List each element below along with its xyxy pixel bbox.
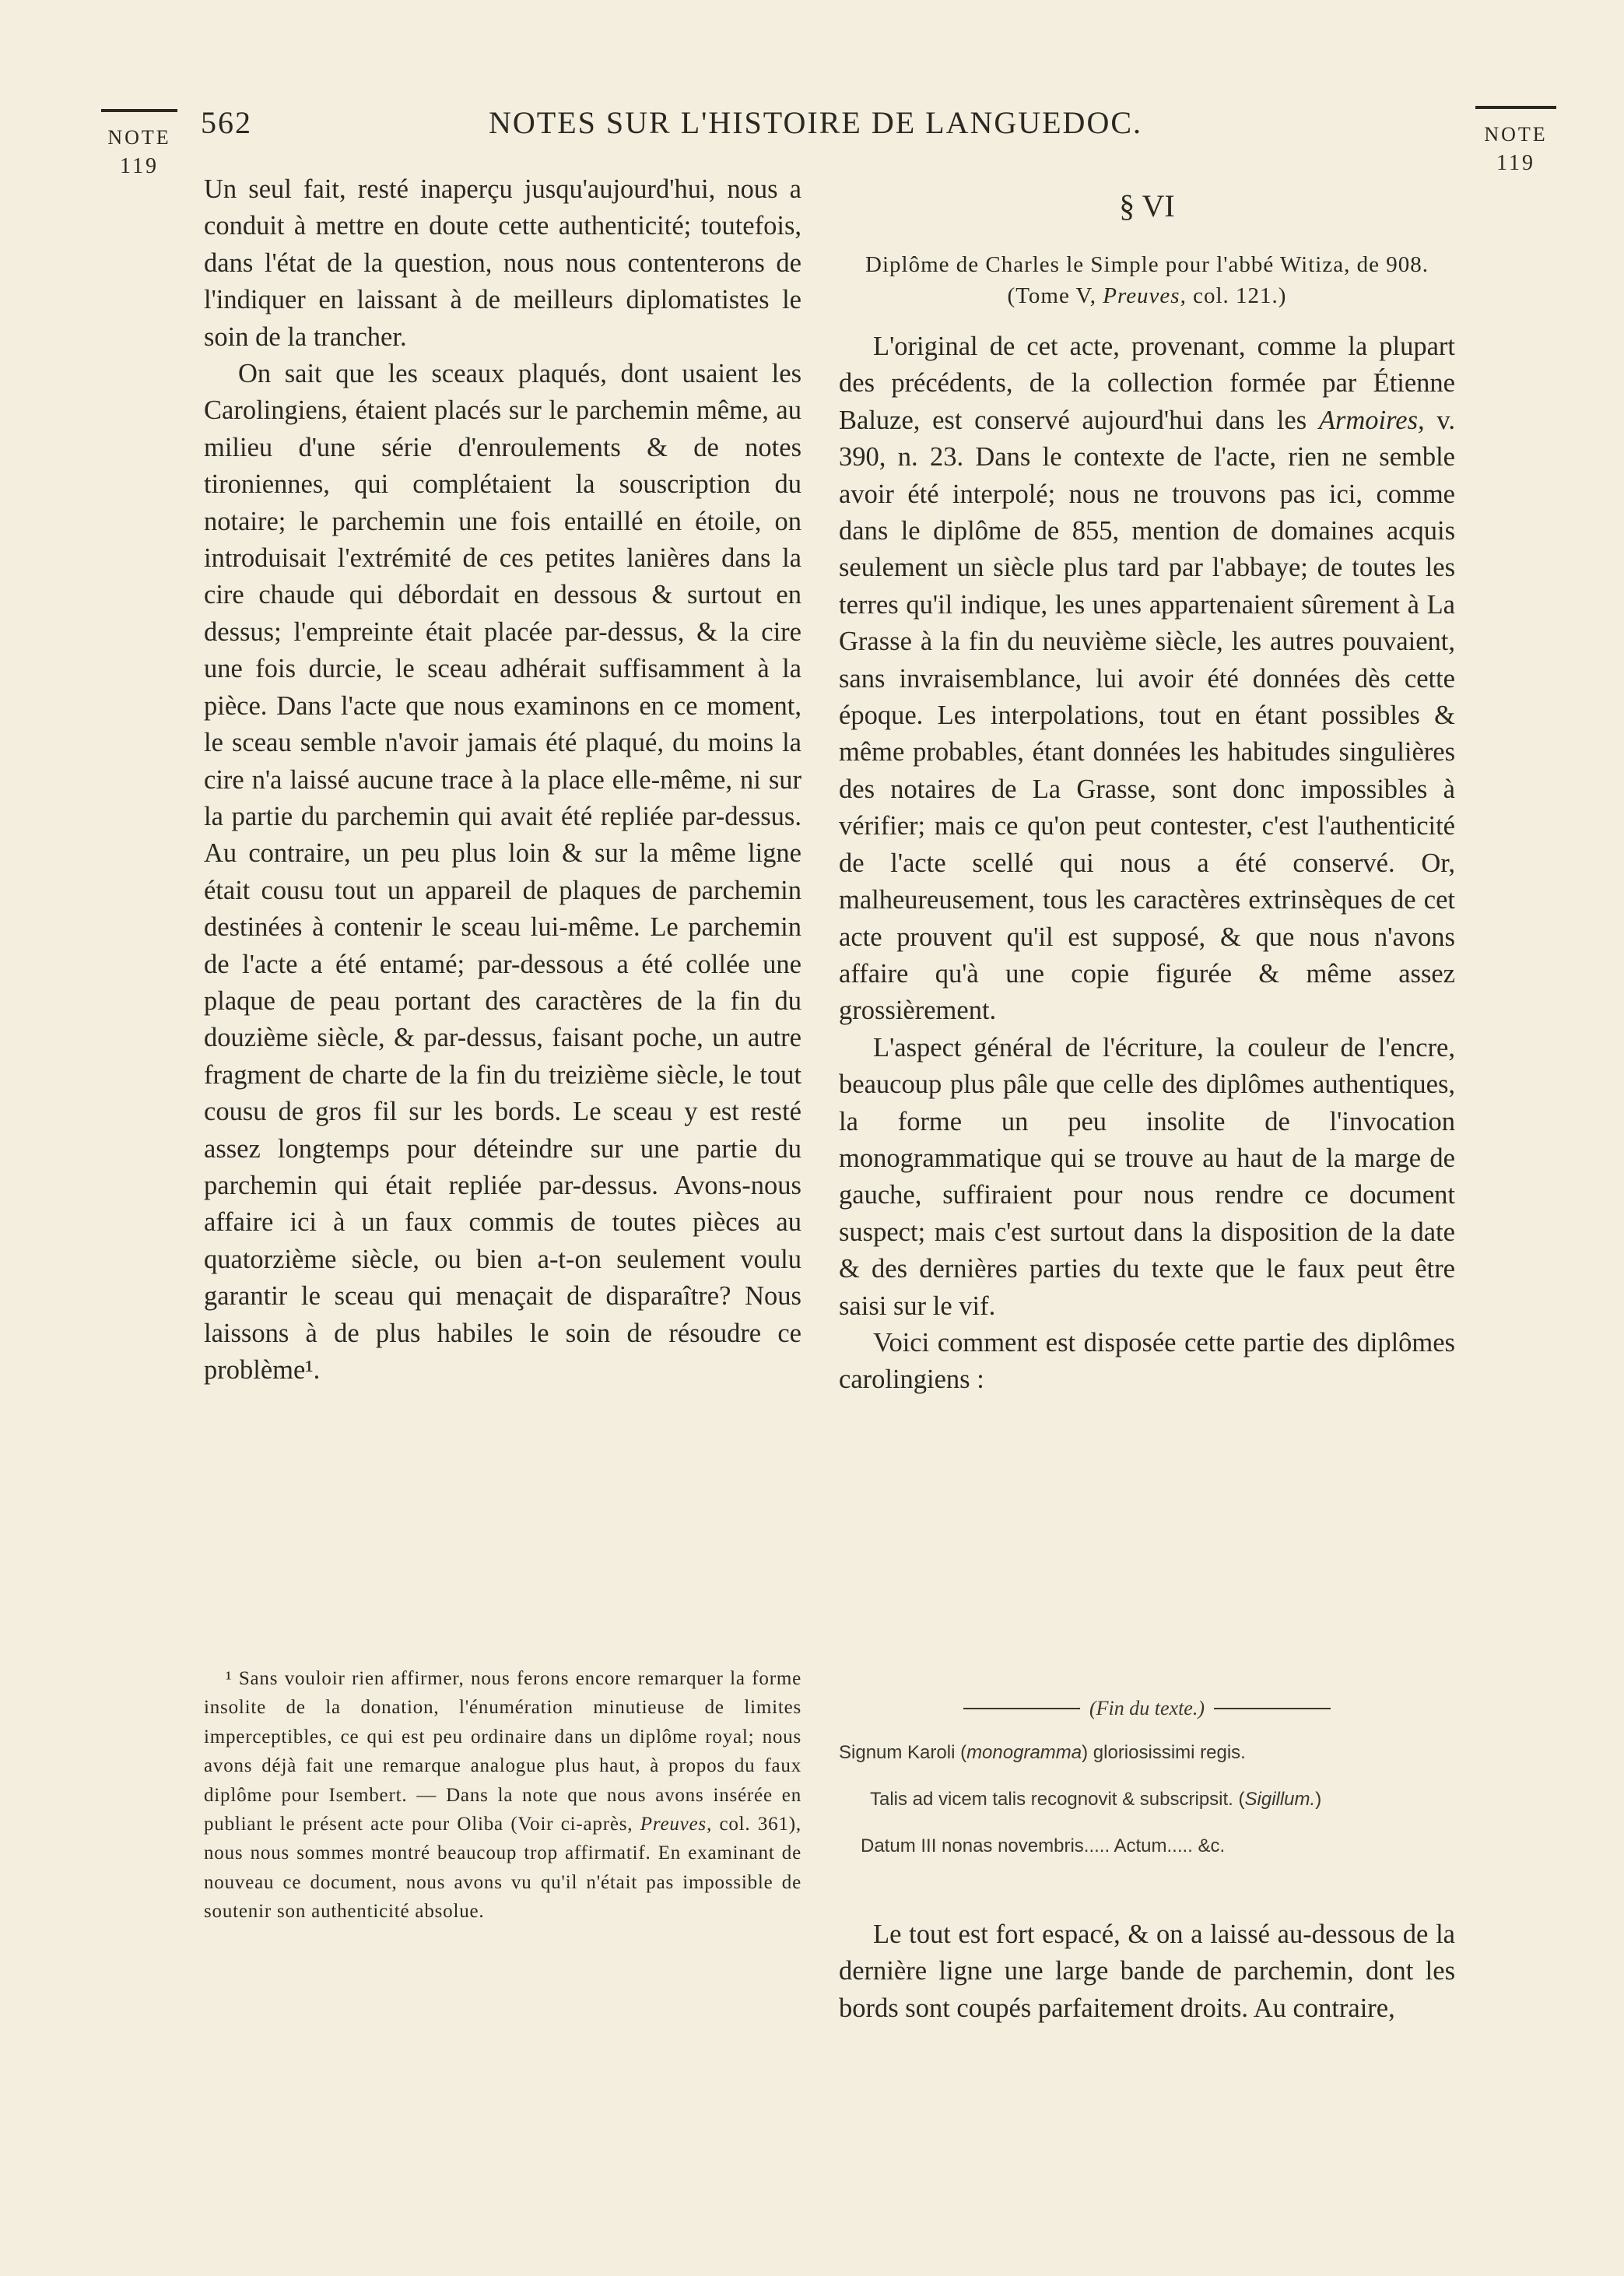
right-column-continuation	[839, 1916, 1455, 2027]
margin-note-label: NOTE	[1484, 123, 1548, 146]
margin-rule	[101, 109, 177, 112]
paragraph: L'original de cet acte, provenant, comme la plupart des précédents, de la collection formée par Étienne Baluze, est conservé aujourd'hui dans les Armoires, v. 390, n. 23. Dans le contexte de l'acte, rien ne semble avoir été interpolé; nous ne trouvons pas ici, comme dans le diplôme de 855, mention de domaines acquis seulement un siècle plus tard par l'abbaye; de toutes les terres qu'il indique, les unes appartenaient sûrement à La Grasse à la fin du neuvième siècle, les autres pouvaient, sans invraisemblance, lui avoir été données dès cette époque. Les interpolations, tout en étant possibles & même probables, étant données les habitudes singulières des notaires de La Grasse, sont donc impossibles à vérifier; mais ce qu'on peut contester, c'est l'authenticité de l'acte scellé qui nous a été conservé. Or, malheureusement, tous les caractères extrinsèques de cet acte prouvent qu'il est supposé, & que nous n'avons affaire qu'à une copie figurée & même assez grossièrement.	[839, 332, 1456, 1026]
rule-line	[963, 1708, 1080, 1709]
diploma-title: Diplôme de Charles le Simple pour l'abbé Witiza, de 908. (Tome V, Preuves, col. 121.)	[865, 252, 1429, 308]
left-column	[204, 171, 801, 1389]
paragraph: Voici comment est disposée cette partie des diplômes carolingiens :	[839, 1327, 1455, 1395]
paragraph: Un seul fait, resté inaperçu jusqu'aujourd'hui, nous a conduit à mettre en doute cette authenticité; toutefois, dans l'état de la question, nous nous contenterons de l'indiquer en laissant à de meilleurs diplomatistes le soin de la trancher.	[204, 174, 801, 352]
margin-note-number: 119	[1496, 151, 1535, 175]
margin-rule	[1475, 106, 1556, 109]
right-column	[839, 187, 1455, 1399]
excerpt-datum: Datum III nonas novembris..... Actum..... &c.	[861, 1835, 1226, 1856]
excerpt-fin: (Fin du texte.)	[839, 1697, 1455, 1720]
footnote-marker: ¹	[226, 1668, 233, 1689]
paragraph: Le tout est fort espacé, & on a laissé au-dessous de la dernière ligne une large bande de parchemin, dont les bords sont coupés parfaitement droits. Au contraire,	[839, 1919, 1455, 2023]
running-header	[201, 100, 1461, 146]
footnote	[204, 1664, 801, 1927]
excerpt-talis: Talis ad vicem talis recognovit & subscripsit. (Sigillum.)	[870, 1789, 1322, 1810]
running-title: NOTES SUR L'HISTOIRE DE LANGUEDOC.	[489, 105, 1143, 140]
margin-note-right	[1475, 106, 1556, 176]
rule-line	[1214, 1708, 1331, 1709]
section-heading: § VI	[1119, 188, 1175, 223]
margin-note-left	[101, 109, 177, 179]
page-number: 562	[201, 105, 252, 140]
paragraph: L'aspect général de l'écriture, la couleur de l'encre, beaucoup plus pâle que celle des diplômes authentiques, la forme un peu insolite de l'invocation monogrammatique qui se trouve au haut de la marge de gauche, suffiraient pour nous rendre ce document suspect; mais c'est surtout dans la disposition de la date & des dernières parties du texte que le faux peut être saisi sur le vif.	[839, 1032, 1455, 1321]
excerpt-signum: Signum Karoli (monogramma) gloriosissimi regis.	[839, 1742, 1246, 1763]
footnote-text: ¹ Sans vouloir rien affirmer, nous ferons encore remarquer la forme insolite de la donation, l'énumération minutieuse de limites imperceptibles, ce qui est peu ordinaire dans un diplôme royal; nous avons déjà fait une remarque analogue plus haut, à propos du faux diplôme pour Isembert. — Dans la note que nous avons insérée en publiant le présent acte pour Oliba (Voir ci-après, Preuves, col. 361), nous nous sommes montré beaucoup trop affirmatif. En examinant de nouveau ce document, nous avons vu qu'il n'était pas impossible de soutenir son authenticité absolue.	[204, 1668, 801, 1923]
diploma-excerpt	[839, 1697, 1455, 1882]
margin-note-number: 119	[120, 154, 159, 178]
paragraph: On sait que les sceaux plaqués, dont usaient les Carolingiens, étaient placés sur le parchemin même, au milieu d'une série d'enroulements & de notes tironiennes, qui complétaient la souscription du notaire; le parchemin une fois entaillé en étoile, on introduisait l'extrémité de ces petites lanières dans la cire chaude qui débordait en dessous & surtout en dessus; l'empreinte était placée par-dessus, & la cire une fois durcie, le sceau adhérait suffisamment à la pièce. Dans l'acte que nous examinons en ce moment, le sceau semble n'avoir jamais été plaqué, du moins la cire n'a laissé aucune trace à la place elle-même, ni sur la partie du parchemin qui avait été repliée par-dessus. Au contraire, un peu plus loin & sur la même ligne était cousu tout un appareil de plaques de parchemin destinées à contenir le sceau lui-même. Le parchemin de l'acte a été entamé; par-dessous a été collée une plaque de peau portant des caractères de la fin du douzième siècle, & par-dessus, faisant poche, un autre fragment de charte de la fin du treizième siècle, le tout cousu de gros fil sur les bords. Le sceau y est resté assez longtemps pour déteindre sur une partie du parchemin qui était repliée par-dessus. Avons-nous affaire ici à un faux commis de toutes pièces au quatorzième siècle, ou bien a-t-on seulement voulu garantir le sceau qui menaçait de disparaître? Nous laissons à de plus habiles le soin de résoudre ce problème¹.	[204, 359, 801, 1385]
margin-note-label: NOTE	[107, 126, 171, 149]
